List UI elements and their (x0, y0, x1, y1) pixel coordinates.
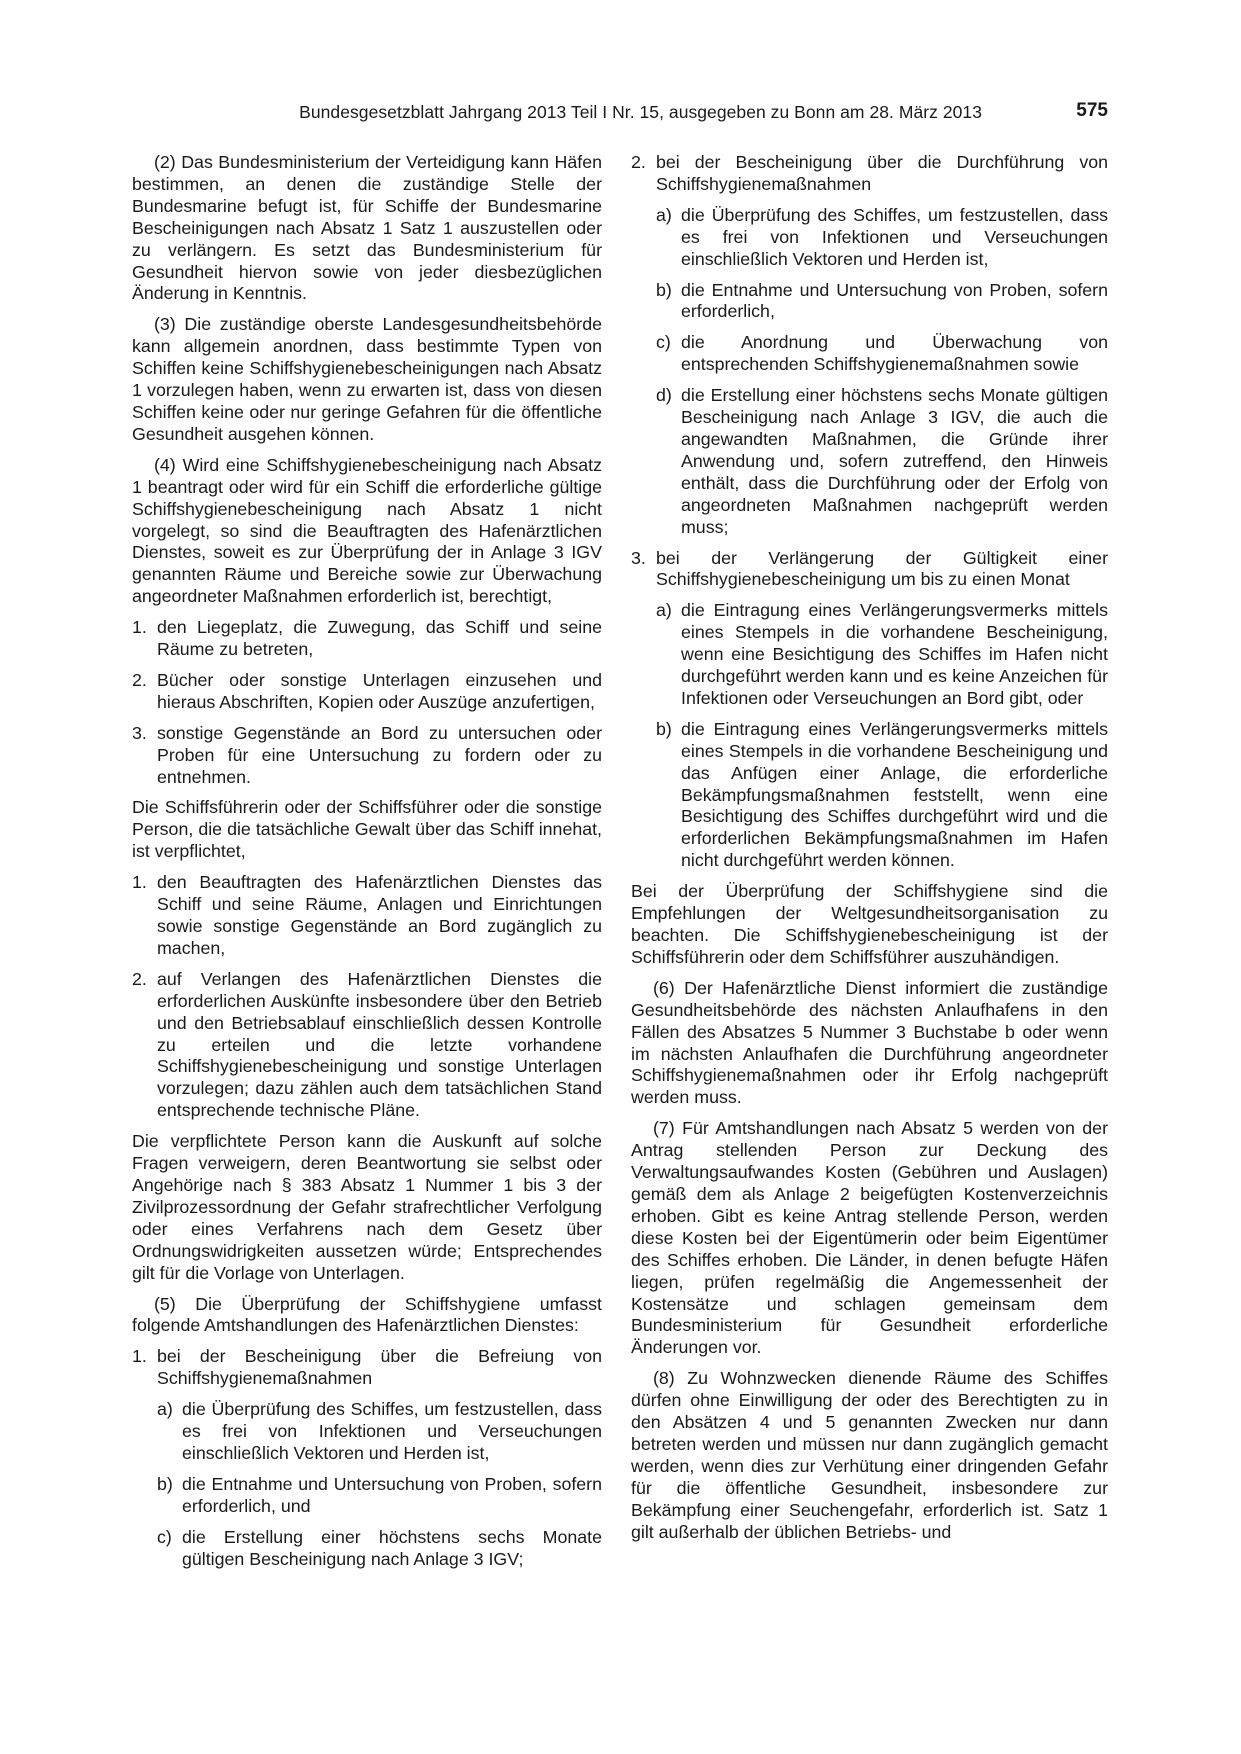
paragraph-4: (4) Wird eine Schiffshygienebescheinigung nach Absatz 1 beantragt oder wird für ein Schiff die erforderliche gültige Schiffshygienebescheinigung nach Absatz 1 nicht vorgelegt, so sind die Beauftragten des Hafenärztlichen Dienstes, soweit es zur Überprüfung der in Anlage 3 IGV genannten Räume und Bereiche sowie zur Überwachung angeordneter Maßnahmen erforderlich ist, berechtigt, (132, 454, 602, 607)
page-header (132, 100, 1108, 128)
sub-list-letter: a) (656, 600, 672, 621)
sub-list-text: die Erstellung einer höchstens sechs Monate gültigen Bescheinigung nach Anlage 3 IGV; (182, 1526, 602, 1569)
page-number: 575 (1076, 100, 1108, 121)
sub-list-letter: d) (656, 385, 672, 406)
list-number: 2. (132, 968, 147, 989)
sub-list-item (631, 719, 1108, 872)
list-number: 3. (631, 547, 646, 568)
list-number: 2. (631, 152, 646, 172)
paragraph-8: (8) Zu Wohnzwecken dienende Räume des Schiffes dürfen ohne Einwilligung der oder des Berechtigten zu in den Absätzen 4 und 5 genannten Zwecken nur dann betreten werden und müssen nur dann zugänglich gemacht werden, wenn dies zur Verhütung einer dringenden Gefahr für die öffentliche Gesundheit, insbesondere zur Bekämpfung einer Seuchengefahr, erforderlich ist. Satz 1 gilt außerhalb der üblichen Betriebs- und (631, 1368, 1108, 1542)
paragraph-7: (7) Für Amtshandlungen nach Absatz 5 werden von der Antrag stellenden Person zur Deckung des Verwaltungsaufwandes Kosten (Gebühren und Auslagen) gemäß dem als Anlage 2 beigefügten Kostenverzeichnis erhoben. Gibt es keine Antrag stellende Person, werden diese Kosten bei der Eigentümerin oder beim Eigentümer des Schiffes erhoben. Die Länder, in denen befugte Häfen liegen, prüfen regelmäßig die Angemessenheit der Kostensätze und schlagen gemeinsam dem Bundesministerium für Gesundheit erforderliche Änderungen vor. (631, 1118, 1108, 1358)
list-text: Bücher oder sonstige Unterlagen einzusehen und hieraus Abschriften, Kopien oder Auszüge anzufertigen, (157, 669, 602, 712)
paragraph-master-duties: Die Schiffsführerin oder der Schiffsführer oder die sonstige Person, die die tatsächliche Gewalt über das Schiff innehat, ist verpflichtet, (132, 797, 602, 862)
sub-list-text: die Erstellung einer höchstens sechs Monate gültigen Bescheinigung nach Anlage 3 IGV, die auch die angewandten Maßnahmen, die Gründe ihrer Anwendung und, sofern zutreffend, den Hinweis enthält, dass die Durchführung oder der Erfolg von angeordneten Maßnahmen nachgeprüft werden muss; (681, 385, 1108, 537)
list-text: auf Verlangen des Hafenärztlichen Dienstes die erforderlichen Auskünfte insbesondere über den Betrieb und den Betriebsablauf einschließlich dessen Kontrolle zu erteilen und die letzte vorhandene Schiffshygienebescheinigung und sonstige Unterlagen vorzulegen; dazu zählen auch dem tatsächlichen Stand entsprechende technische Pläne. (157, 968, 602, 1121)
sub-list-text: die Eintragung eines Verlängerungsvermerks mittels eines Stempels in die vorhandene Bescheinigung und das Anfügen einer Anlage, die erforderliche Bekämpfungsmaßnahmen feststellt, wenn eine Besichtigung des Schiffes durchgeführt wird und die erforderlichen Bekämpfungsmaßnahmen im Hafen nicht durchgeführt werden können. (681, 718, 1108, 871)
sub-list-item (132, 1399, 602, 1465)
sub-list-letter: b) (656, 718, 672, 739)
list-text: den Beauftragten des Hafenärztlichen Dienstes das Schiff und seine Räume, Anlagen und Einrichtungen sowie sonstige Gegenstände an Bord zugänglich zu machen, (157, 872, 602, 958)
sub-list-item (132, 1527, 602, 1571)
right-column (631, 152, 1108, 1552)
sub-list-letter: b) (656, 279, 672, 300)
paragraph-3: (3) Die zuständige oberste Landesgesundheitsbehörde kann allgemein anordnen, dass bestimmte Typen von Schiffen keine Schiffshygienebescheinigungen nach Absatz 1 vorzulegen haben, wenn zu erwarten ist, dass von diesen Schiffen keine oder nur geringe Gefahren für die öffentliche Gesundheit ausgehen können. (132, 314, 602, 444)
list-text: bei der Bescheinigung über die Befreiung von Schiffshygienemaßnahmen (157, 1346, 602, 1389)
sub-list-text: die Überprüfung des Schiffes, um festzustellen, dass es frei von Infektionen und Verseuchungen einschließlich Vektoren und Herden ist, (182, 1399, 602, 1463)
list-number: 2. (132, 669, 147, 690)
sub-list-item (631, 280, 1108, 324)
list-item (132, 723, 602, 789)
list-number: 1. (132, 872, 147, 893)
list-item (631, 152, 1108, 196)
sub-list-text: die Entnahme und Untersuchung von Proben, sofern erforderlich, und (182, 1473, 602, 1516)
list-number: 3. (132, 722, 147, 743)
sub-list-letter: a) (157, 1399, 173, 1420)
paragraph-2: (2) Das Bundesministerium der Verteidigung kann Häfen bestimmen, an denen die zuständige Stelle der Bundesmarine befugt ist, für Schiffe der Bundesmarine Bescheinigungen nach Absatz 1 Satz 1 auszustellen oder zu verlängern. Es setzt das Bundesministerium für Gesundheit hiervon sowie von jeder diesbezüglichen Änderung in Kenntnis. (132, 152, 602, 304)
sub-list-text: die Anordnung und Überwachung von entsprechenden Schiffshygienemaßnahmen sowie (681, 332, 1108, 375)
paragraph-5: (5) Die Überprüfung der Schiffshygiene umfasst folgende Amtshandlungen des Hafenärztlichen Dienstes: (132, 1293, 602, 1336)
sub-list-item (631, 332, 1108, 376)
sub-list-letter: c) (157, 1526, 172, 1547)
list-item (132, 969, 602, 1122)
list-item (132, 872, 602, 960)
sub-list-letter: b) (157, 1473, 173, 1494)
sub-list-item (631, 600, 1108, 710)
left-column (132, 152, 602, 1579)
sub-list-letter: a) (656, 204, 672, 225)
list-item (132, 617, 602, 661)
sub-list-text: die Überprüfung des Schiffes, um festzustellen, dass es frei von Infektionen und Verseuchungen einschließlich Vektoren und Herden ist, (681, 204, 1108, 269)
list-item (132, 670, 602, 714)
paragraph-who-recommendations: Bei der Überprüfung der Schiffshygiene sind die Empfehlungen der Weltgesundheitsorganisation zu beachten. Die Schiffshygienebescheinigung ist der Schiffsführerin oder dem Schiffsführer auszuhändigen. (631, 881, 1108, 967)
list-text: bei der Bescheinigung über die Durchführung von Schiffshygienemaßnahmen (656, 152, 1108, 194)
paragraph-refusal: Die verpflichtete Person kann die Auskunft auf solche Fragen verweigern, deren Beantwortung sie selbst oder Angehörige nach § 383 Absatz 1 Nummer 1 bis 3 der Zivilprozessordnung der Gefahr strafrechtlicher Verfolgung oder eines Verfahrens nach dem Gesetz über Ordnungswidrigkeiten aussetzen würde; Entsprechendes gilt für die Vorlage von Unterlagen. (132, 1131, 602, 1283)
sub-list-text: die Eintragung eines Verlängerungsvermerks mittels eines Stempels in die vorhandene Bescheinigung, wenn eine Besichtigung des Schiffes im Hafen nicht durchgeführt werden kann und es keine Anzeichen für Infektionen oder Verseuchungen an Bord gibt, oder (681, 600, 1108, 708)
list-number: 1. (132, 1346, 147, 1367)
list-text: bei der Verlängerung der Gültigkeit einer Schiffshygienebescheinigung um bis zu einen Monat (656, 547, 1108, 590)
paragraph-6: (6) Der Hafenärztliche Dienst informiert die zuständige Gesundheitsbehörde des nächsten Anlaufhafens in den Fällen des Absatzes 5 Nummer 3 Buchstabe b oder wenn im nächsten Anlaufhafen die Durchführung angeordneter Schiffshygienemaßnahmen oder ihr Erfolg nachgeprüft werden muss. (631, 977, 1108, 1108)
sub-list-item (631, 205, 1108, 271)
list-number: 1. (132, 617, 147, 638)
sub-list-letter: c) (656, 332, 671, 353)
list-text: sonstige Gegenstände an Bord zu untersuchen oder Proben für eine Untersuchung zu fordern oder zu entnehmen. (157, 722, 602, 787)
list-item (132, 1346, 602, 1390)
list-item (631, 548, 1108, 592)
sub-list-item (631, 385, 1108, 538)
list-text: den Liegeplatz, die Zuwegung, das Schiff und seine Räume zu betreten, (157, 617, 602, 660)
sub-list-text: die Entnahme und Untersuchung von Proben, sofern erforderlich, (681, 279, 1108, 322)
sub-list-item (132, 1474, 602, 1518)
publication-title: Bundesgesetzblatt Jahrgang 2013 Teil I Nr. 15, ausgegeben zu Bonn am 28. März 2013 (299, 102, 982, 122)
